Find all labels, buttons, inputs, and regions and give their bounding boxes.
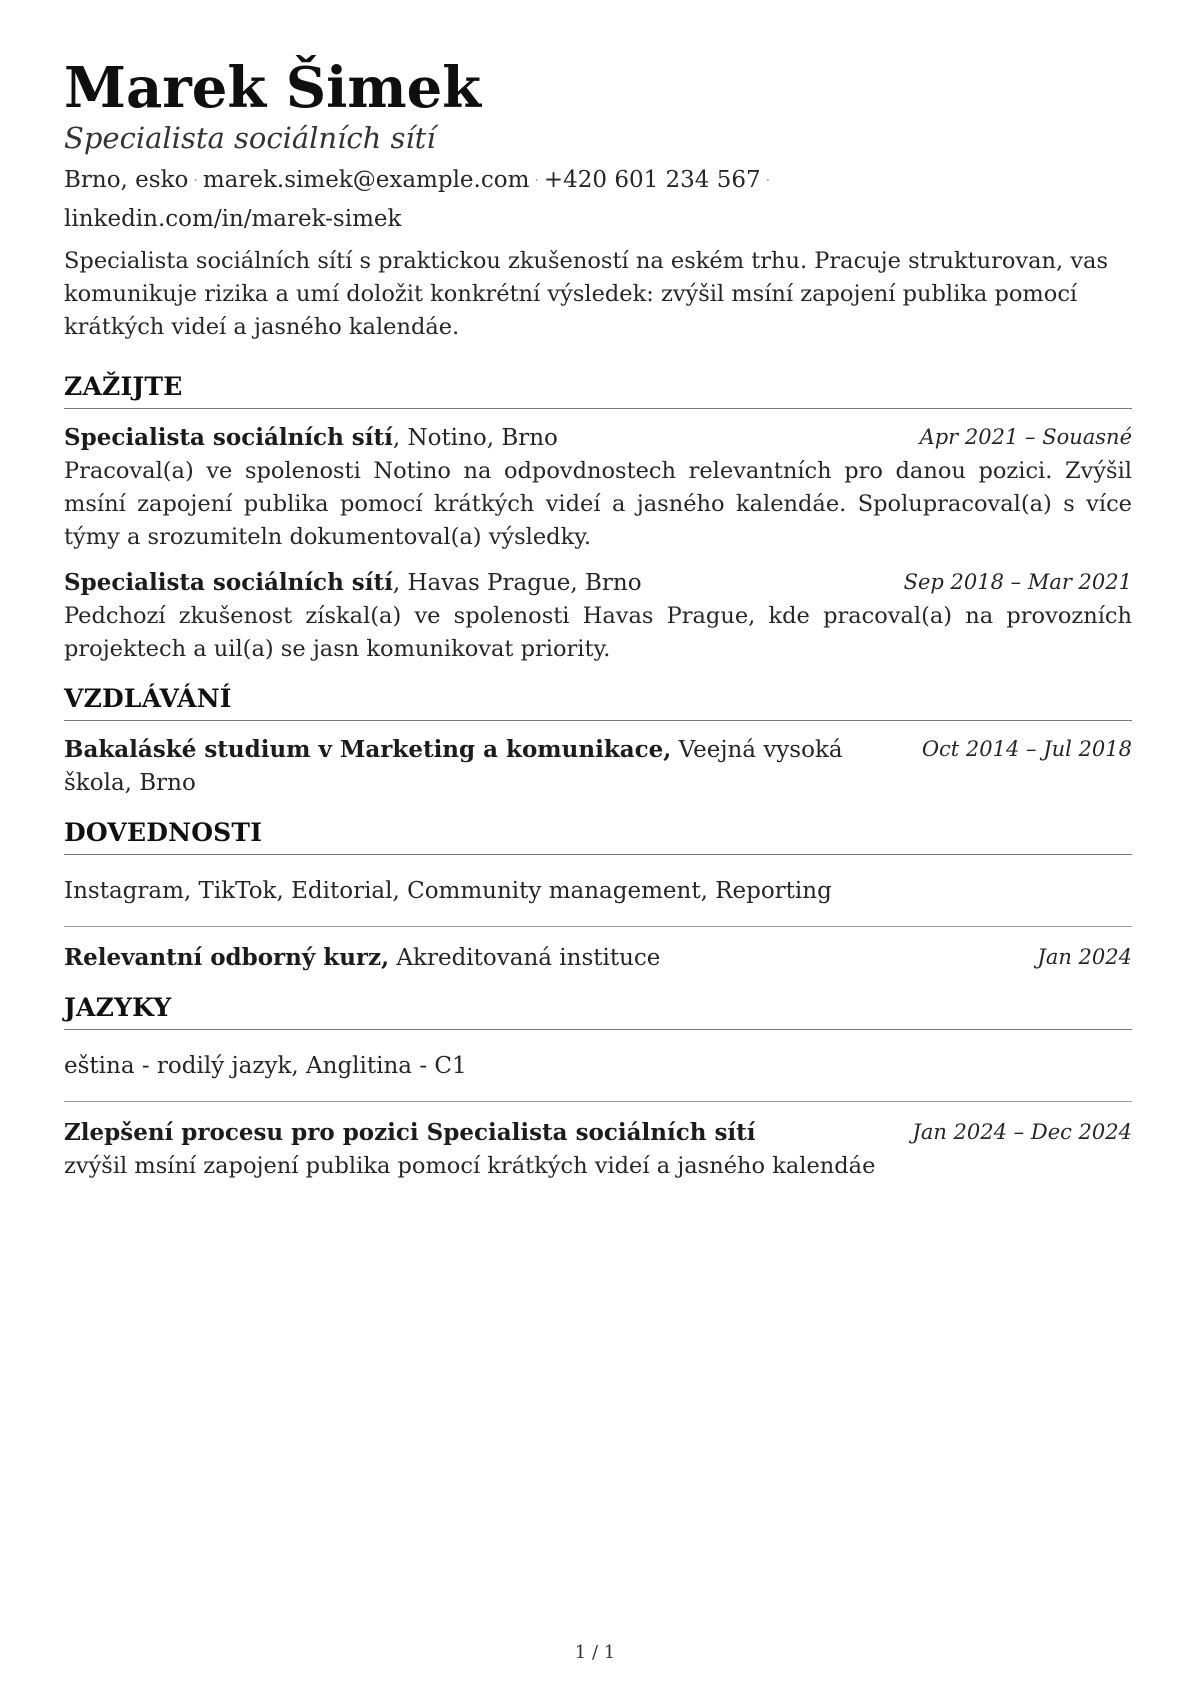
experience-entry (64, 421, 1132, 554)
contact-phone[interactable]: +420 601 234 567 (543, 167, 761, 194)
skills-list: Instagram, TikTok, Editorial, Community management, Reporting (64, 878, 832, 905)
candidate-name: Marek Šimek (64, 55, 482, 121)
section-divider (64, 926, 1132, 927)
education-entry (64, 733, 1132, 800)
experience-section (64, 370, 1132, 666)
languages-section (64, 991, 1132, 1183)
experience-title (64, 421, 558, 455)
skills-heading: DOVEDNOSTI (64, 816, 1132, 855)
experience-org: , Havas Prague, Brno (392, 570, 642, 597)
section-divider (64, 1101, 1132, 1102)
project-date: Jan 2024 – Dec 2024 (912, 1120, 1132, 1145)
project-title (64, 1116, 756, 1150)
candidate-headline: Specialista sociálních sítí (64, 121, 436, 156)
experience-heading: ZAŽIJTE (64, 370, 1132, 409)
experience-description: Pracoval(a) ve spolenosti Notino na odpovdnostech relevantních pro danou pozici. Zvýšil msíní zapojení publika pomocí krátkých videí a jasného kalendáe. Spolupracoval(a) s více týmy a srozumiteln dokumentoval(a) výsledky. (64, 458, 1132, 551)
course-title (64, 941, 660, 975)
project-name: Zlepšení procesu pro pozici Specialista sociálních sítí (64, 1119, 756, 1147)
course-institution: Akreditovaná instituce (389, 945, 661, 972)
education-title (64, 733, 904, 800)
skills-section (64, 816, 1132, 975)
resume-page (64, 55, 1132, 1183)
contact-separator: · (765, 173, 771, 190)
course-date: Jan 2024 (1037, 945, 1132, 970)
experience-date: Apr 2021 – Souasné (919, 425, 1132, 450)
education-degree: Bakaláské studium v Marketing a komunikace, (64, 736, 672, 764)
languages-heading: JAZYKY (64, 991, 1132, 1030)
contact-line (64, 161, 1132, 238)
project-entry (64, 1116, 1132, 1183)
experience-org: , Notino, Brno (392, 425, 558, 452)
education-section (64, 682, 1132, 800)
page-number: 1 / 1 (574, 1642, 616, 1663)
education-heading: VZDLÁVÁNÍ (64, 682, 1132, 721)
experience-entry (64, 566, 1132, 666)
contact-email[interactable]: marek.simek@example.com (202, 167, 530, 194)
languages-list: eština - rodilý jazyk, Anglitina - C1 (64, 1053, 467, 1080)
contact-separator: · (193, 173, 198, 190)
experience-title (64, 566, 642, 600)
course-name: Relevantní odborný kurz, (64, 944, 390, 972)
experience-description: Pedchozí zkušenost získal(a) ve spolenosti Havas Prague, kde pracoval(a) na provozních projektech a uil(a) se jasn komunikovat priority. (64, 603, 1132, 663)
project-description: zvýšil msíní zapojení publika pomocí krátkých videí a jasného kalendáe (64, 1153, 876, 1180)
experience-role: Specialista sociálních sítí (64, 569, 393, 597)
course-entry (64, 941, 1132, 975)
education-date: Oct 2014 – Jul 2018 (921, 737, 1132, 762)
contact-separator: · (534, 173, 539, 190)
profile-summary: Specialista sociálních sítí s praktickou zkušeností na eském trhu. Pracuje strukturovan, vas komunikuje rizika a umí doložit konkrétní výsledek: zvýšil msíní zapojení publika pomocí krátkých videí a jasného kalendáe. (64, 248, 1109, 341)
experience-date: Sep 2018 – Mar 2021 (903, 570, 1132, 595)
education-school: Veejná vysoká škola, Brno (64, 737, 843, 797)
contact-location: Brno, esko (64, 167, 189, 194)
contact-linkedin[interactable]: linkedin.com/in/marek-simek (64, 206, 402, 233)
experience-role: Specialista sociálních sítí (64, 424, 393, 452)
